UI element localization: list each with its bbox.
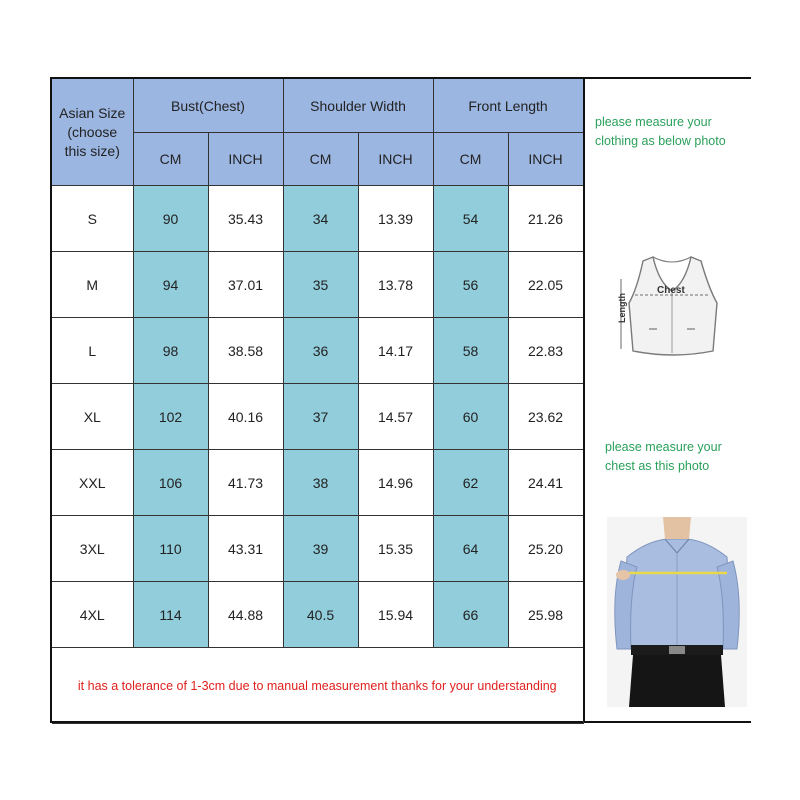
shoulder-inch-cell: 13.39 <box>358 186 433 252</box>
measure-chest-note: please measure your chest as this photo <box>605 440 722 473</box>
unit-header: CM <box>433 133 508 186</box>
bust-cm-cell: 106 <box>133 450 208 516</box>
size-table <box>52 79 584 724</box>
length-cm-cell: 60 <box>433 384 508 450</box>
shoulder-cm-cell: 37 <box>283 384 358 450</box>
size-cell: L <box>52 318 133 384</box>
group-header-length: Front Length <box>433 79 583 133</box>
bust-inch-cell: 37.01 <box>208 252 283 318</box>
bust-inch-cell: 40.16 <box>208 384 283 450</box>
length-cm-cell: 58 <box>433 318 508 384</box>
measurement-guide-panel <box>583 79 751 721</box>
length-cm-cell: 56 <box>433 252 508 318</box>
shoulder-inch-cell: 14.17 <box>358 318 433 384</box>
shoulder-cm-cell: 40.5 <box>283 582 358 648</box>
length-inch-cell: 23.62 <box>508 384 583 450</box>
length-cm-cell: 64 <box>433 516 508 582</box>
shoulder-cm-cell: 34 <box>283 186 358 252</box>
shoulder-cm-cell: 35 <box>283 252 358 318</box>
size-row <box>52 582 583 648</box>
shoulder-cm-cell: 38 <box>283 450 358 516</box>
bust-cm-cell: 98 <box>133 318 208 384</box>
bust-cm-cell: 94 <box>133 252 208 318</box>
length-inch-cell: 22.05 <box>508 252 583 318</box>
size-row <box>52 450 583 516</box>
measure-clothing-note: please measure your clothing as below photo <box>595 115 726 148</box>
length-cm-cell: 66 <box>433 582 508 648</box>
tolerance-row <box>52 648 583 724</box>
size-row <box>52 252 583 318</box>
length-cm-cell: 62 <box>433 450 508 516</box>
bust-inch-cell: 35.43 <box>208 186 283 252</box>
unit-header: INCH <box>358 133 433 186</box>
shoulder-inch-cell: 14.96 <box>358 450 433 516</box>
header-row-groups <box>52 79 583 133</box>
length-inch-cell: 25.98 <box>508 582 583 648</box>
bust-inch-cell: 44.88 <box>208 582 283 648</box>
bust-inch-cell: 43.31 <box>208 516 283 582</box>
unit-header: INCH <box>208 133 283 186</box>
length-inch-cell: 25.20 <box>508 516 583 582</box>
shoulder-cm-cell: 39 <box>283 516 358 582</box>
vest-chest-label: Chest <box>657 285 685 296</box>
bust-cm-cell: 114 <box>133 582 208 648</box>
chest-measurement-photo <box>607 517 747 707</box>
size-row <box>52 318 583 384</box>
shoulder-inch-cell: 15.94 <box>358 582 433 648</box>
size-row <box>52 516 583 582</box>
size-cell: 3XL <box>52 516 133 582</box>
size-chart <box>50 77 751 723</box>
bust-inch-cell: 38.58 <box>208 318 283 384</box>
size-row <box>52 384 583 450</box>
length-inch-cell: 24.41 <box>508 450 583 516</box>
vest-diagram <box>613 249 731 367</box>
bust-cm-cell: 102 <box>133 384 208 450</box>
tolerance-note: it has a tolerance of 1-3cm due to manual measurement thanks for your understanding <box>52 648 583 724</box>
size-column-header <box>52 79 133 186</box>
group-header-bust: Bust(Chest) <box>133 79 283 133</box>
shoulder-inch-cell: 13.78 <box>358 252 433 318</box>
size-header-line: (choose <box>67 123 118 140</box>
size-cell: 4XL <box>52 582 133 648</box>
size-cell: XXL <box>52 450 133 516</box>
size-cell: S <box>52 186 133 252</box>
size-cell: M <box>52 252 133 318</box>
unit-header: CM <box>133 133 208 186</box>
unit-header: CM <box>283 133 358 186</box>
size-cell: XL <box>52 384 133 450</box>
shoulder-inch-cell: 14.57 <box>358 384 433 450</box>
size-row <box>52 186 583 252</box>
shoulder-cm-cell: 36 <box>283 318 358 384</box>
bust-inch-cell: 41.73 <box>208 450 283 516</box>
vest-length-label: Length <box>617 293 627 323</box>
size-header-line: Asian Size <box>59 104 126 121</box>
group-header-shoulder: Shoulder Width <box>283 79 433 133</box>
length-inch-cell: 21.26 <box>508 186 583 252</box>
bust-cm-cell: 110 <box>133 516 208 582</box>
size-header-line: this size) <box>64 142 120 159</box>
length-inch-cell: 22.83 <box>508 318 583 384</box>
shoulder-inch-cell: 15.35 <box>358 516 433 582</box>
bust-cm-cell: 90 <box>133 186 208 252</box>
length-cm-cell: 54 <box>433 186 508 252</box>
unit-header: INCH <box>508 133 583 186</box>
